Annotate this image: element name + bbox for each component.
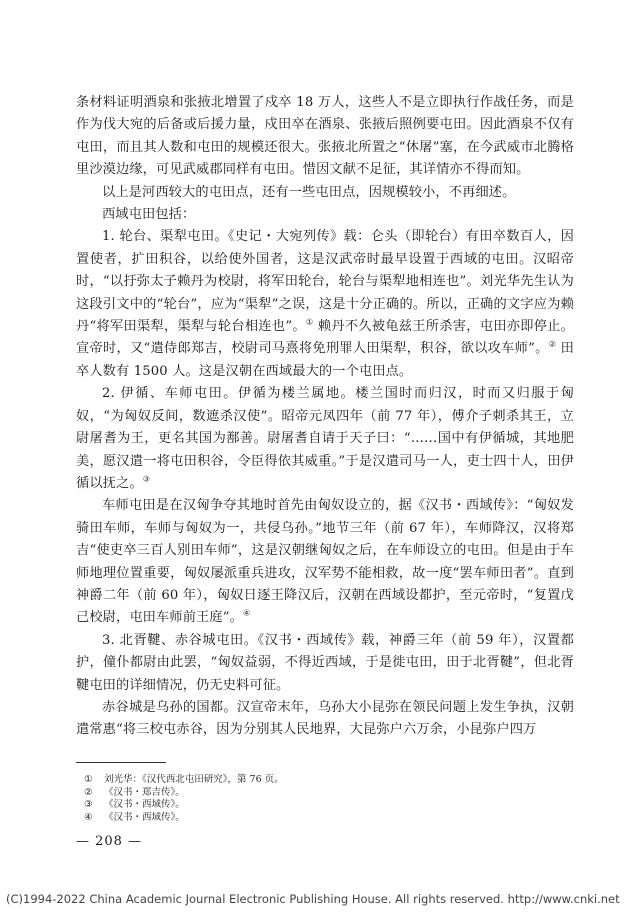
footnote-number: ④ <box>84 811 93 823</box>
footnote-item <box>84 787 564 800</box>
page-number: — 208 — <box>76 834 143 849</box>
footnote-text: 《汉书・西域传》。 <box>104 799 185 811</box>
footnote-number: ② <box>84 786 93 798</box>
paragraph-text: 车师屯田是在汉匈争夺其地时首先由匈奴设立的，据《汉书・西域传》：“匈奴发骑田车师，车师与匈奴为一，共侵乌孙。”地节三年（前 67 年），车师降汉，汉将郑吉“使吏卒三百人别田车师”，这是汉朝继匈奴之后，在车师设立的屯田。但是由于车师地理位置重要，匈奴屡派重兵进攻，汉军势不能相救，故一度“罢车师田者”。直到神爵二年（前 60 年），匈奴日逐王降汉后，汉朝在西域设都护，至元帝时，“复置戊己校尉，屯田车师前王庭”。 <box>76 498 574 626</box>
paragraph-cheshi <box>76 495 574 629</box>
body-text <box>76 92 574 742</box>
paragraph-heading-western-regions: 西域屯田包括： <box>102 207 196 223</box>
paragraph-text: 田卒人数有 1500 人。这是汉朝在西域最大的一个屯田点。 <box>76 341 575 379</box>
footnote-ref-1[interactable]: ① <box>305 317 314 327</box>
paragraph-text: 1. 轮台、渠犁屯田。《史记・大宛列传》载：仑头（即轮台）有田卒数百人，因置使者，扩田积谷，以给使外国者，这是汉武帝时最早设置于西域的屯田。汉昭帝时，“以扜弥太子赖丹为校尉，将军田轮台，轮台与渠犁地相连也”。刘光华先生认为这段引文中的“轮台”，应为“渠犁”之误，这是十分正确的。所以，正确的文字应为赖丹“将军田渠犁，渠犁与轮台相连也”。 <box>76 229 574 335</box>
paragraph-luntai-quli <box>76 226 574 383</box>
paragraph-text: 2. 伊循、车师屯田。伊循为楼兰属地。楼兰国时而归汉，时而又归服于匈奴，“为匈奴反间，数遮杀汉使”。昭帝元凤四年（前 77 年），傅介子刺杀其王，立尉屠耆为王，更名其国为鄯善。尉屠耆自请于天子曰：“……国中有伊循城，其地肥美，愿汉遣一将屯田积谷，令臣得依其威重。”于是汉遣司马一人，吏士四十人，田伊循以抚之。 <box>76 386 574 491</box>
footnote-number: ① <box>84 774 93 785</box>
paragraph-text: 赖丹不久被龟兹王所杀害，屯田亦即停止。宣帝时，又“遣侍郎郑吉，校尉司马熹将免刑罪人田渠犁，积谷，欲以攻车师”。 <box>76 319 575 357</box>
paragraph-beixujian: 3. 北胥鞬、赤谷城屯田。《汉书・西域传》载，神爵三年（前 59 年），汉置都护，僮仆都尉由此罢，“匈奴益弱，不得近西域，于是徙屯田，田于北胥鞬”，但北胥鞬屯田的详细情况，仍无史料可征。 <box>76 632 574 693</box>
paragraph-summary: 以上是河西较大的屯田点，还有一些屯田点，因规模较小，不再细述。 <box>102 184 516 200</box>
footnote-ref-3[interactable]: ③ <box>142 474 151 484</box>
footnote-ref-2[interactable]: ② <box>548 340 557 350</box>
footnote-item <box>84 774 564 787</box>
footnote-divider <box>76 762 166 763</box>
footnotes <box>84 774 564 824</box>
footnote-ref-4[interactable]: ④ <box>242 608 251 618</box>
copyright-notice: (C)1994-2022 China Academic Journal Electronic Publishing House. All rights reserved. http://www.cnki.net <box>6 892 620 906</box>
footnote-text: 刘光华：《汉代西北屯田研究》，第 76 页。 <box>104 774 284 785</box>
footnote-text: 《汉书・郑吉传》。 <box>104 786 185 798</box>
paragraph-chigu: 赤谷城是乌孙的国都。汉宣帝末年，乌孙大小昆弥在领民问题上发生争执，汉朝遣常惠“将三校屯赤谷，因为分别其人民地界，大昆弥户六万余，小昆弥户四万 <box>76 699 574 738</box>
footnote-text: 《汉书・西域传》。 <box>104 811 185 823</box>
footnote-item <box>84 812 564 825</box>
paragraph-yixun-cheshi <box>76 383 574 495</box>
footnote-number: ③ <box>84 799 93 811</box>
footnote-item <box>84 799 564 812</box>
paragraph-continuation: 条材料证明酒泉和张掖北增置了戍卒 18 万人，这些人不是立即执行作战任务，而是作为伐大宛的后备或后援力量，戍田卒在酒泉、张掖后照例要屯田。因此酒泉不仅有屯田，而且其人数和屯田的规模还很大。张掖北所置之“休屠”塞，在今武威市北腾格里沙漠边缘，可见武威郡同样有屯田。惜因文献不足征，其详情亦不得而知。 <box>76 95 574 178</box>
